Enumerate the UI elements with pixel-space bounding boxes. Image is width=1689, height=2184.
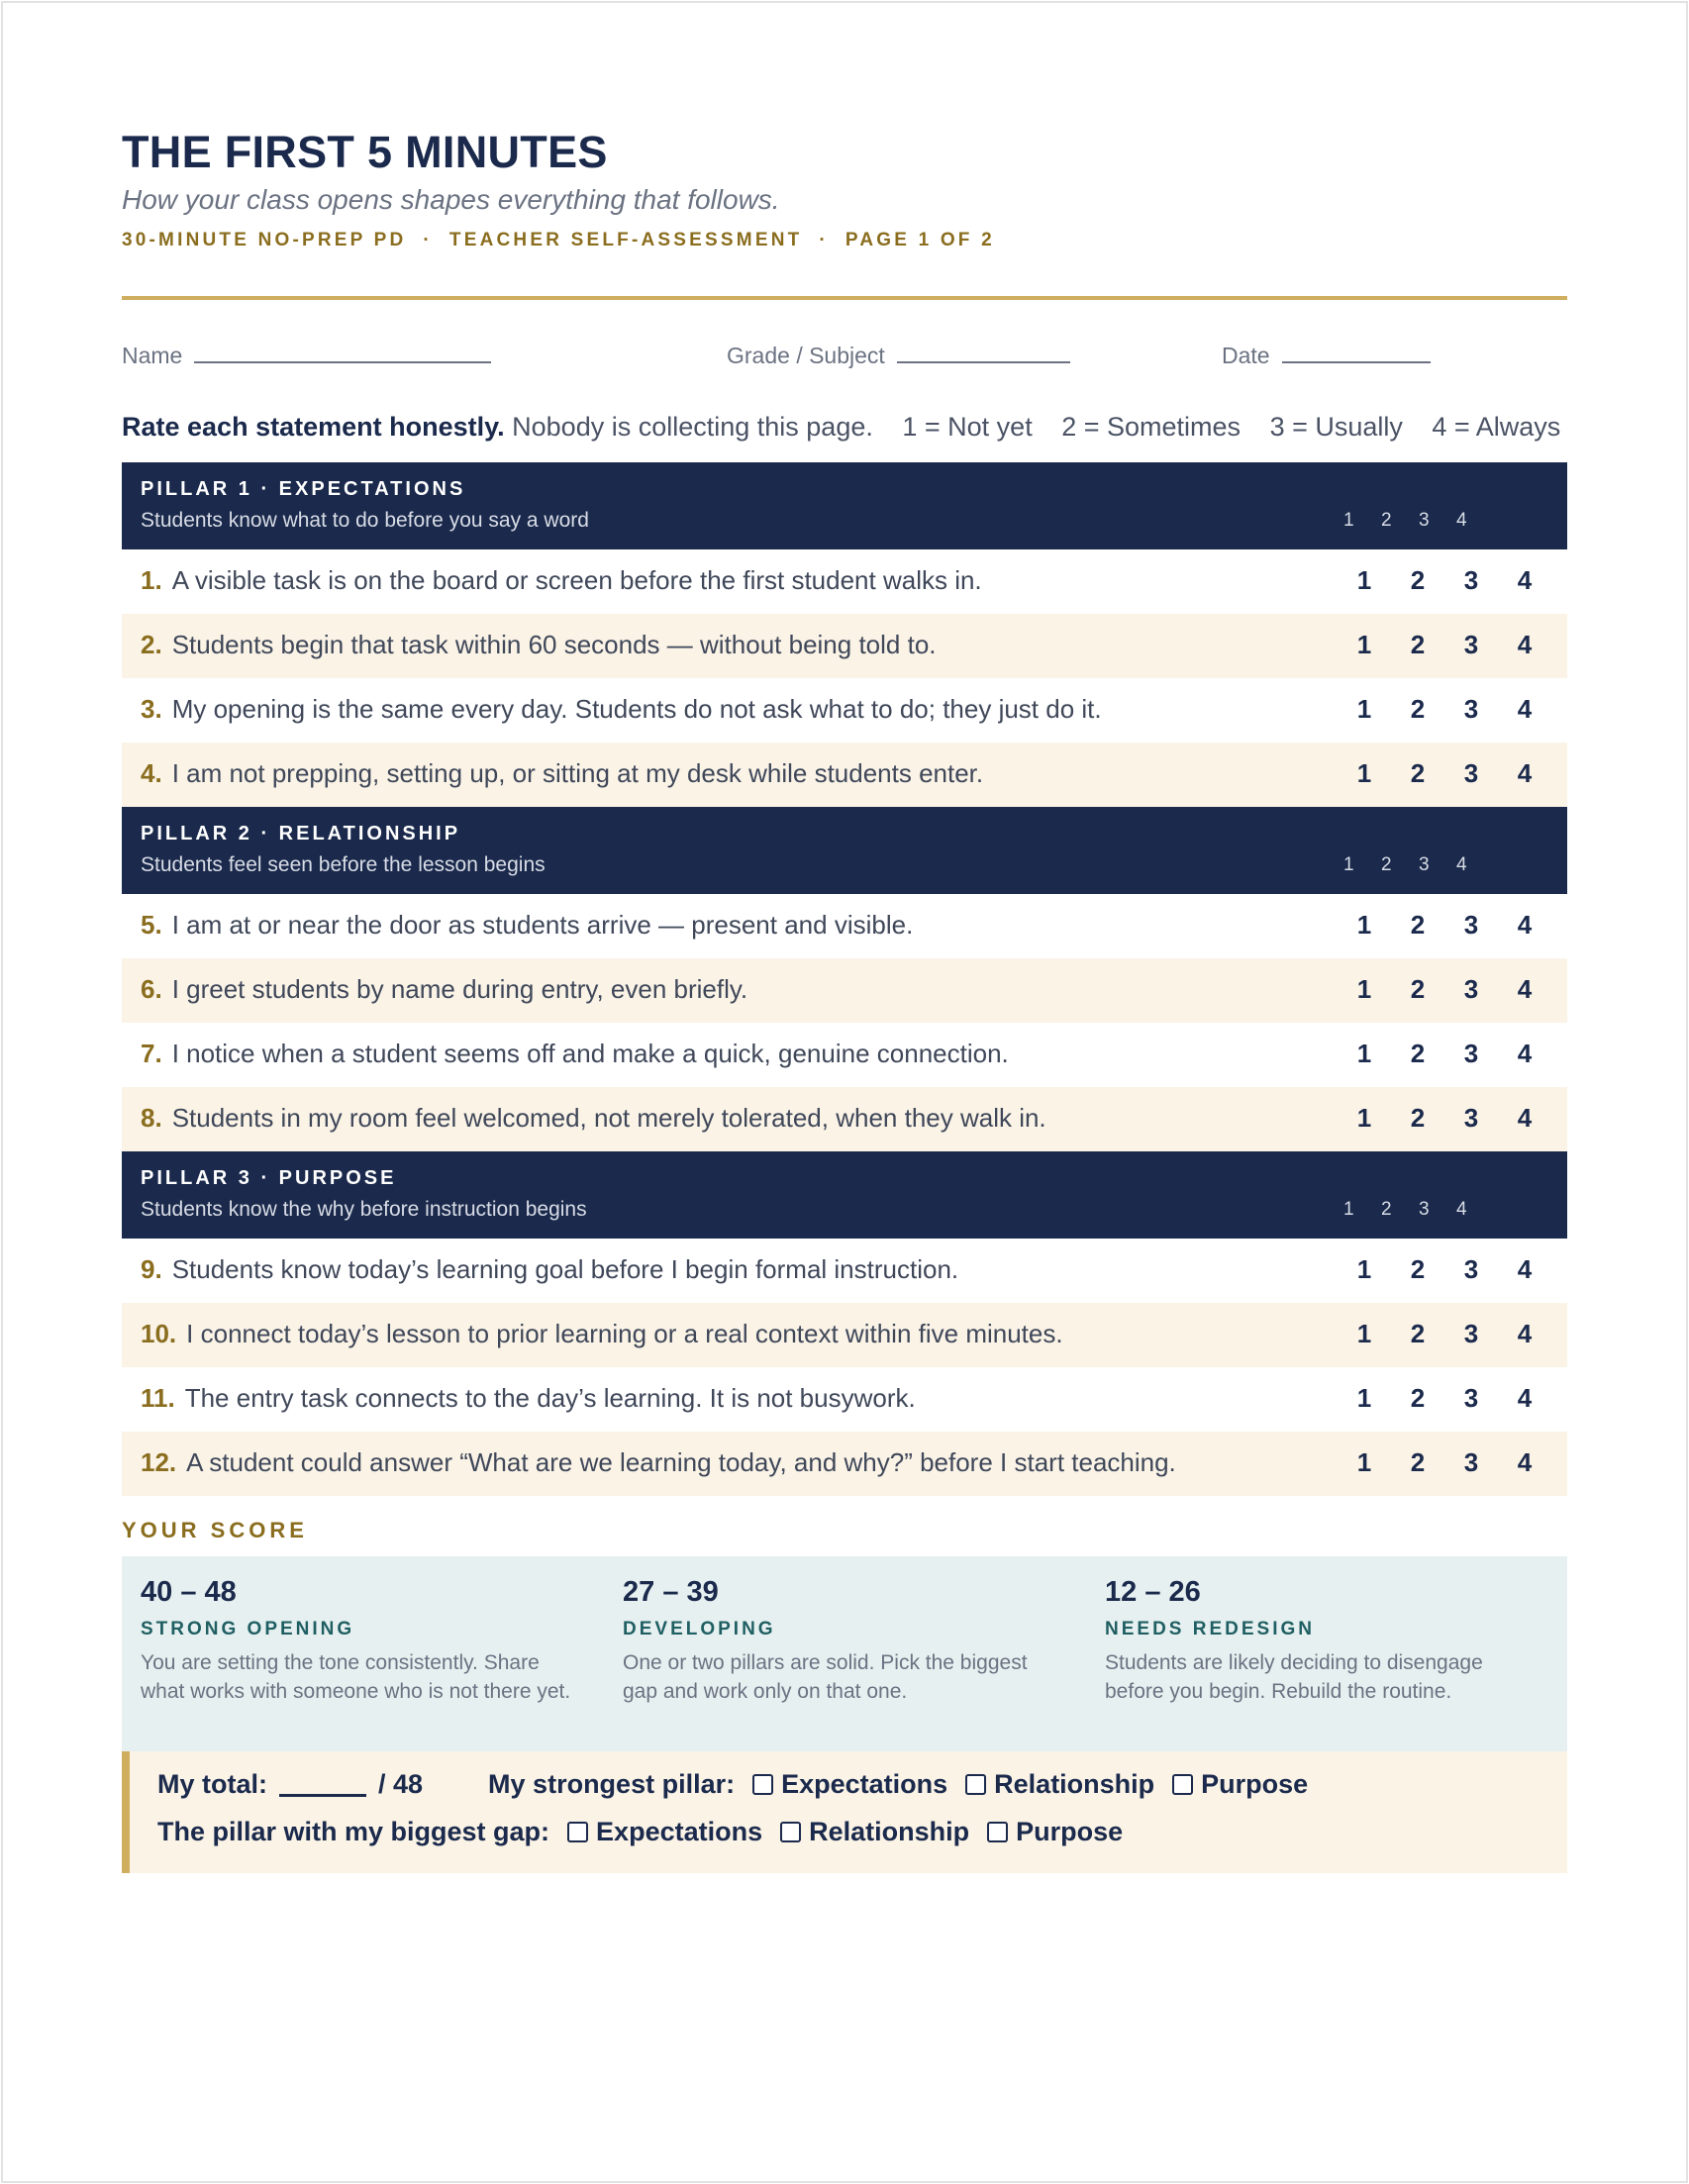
checkbox-icon <box>567 1822 588 1842</box>
statement-body: I greet students by name during entry, even briefly. <box>171 974 748 1004</box>
pillar-scale-heading: 3 <box>1419 1199 1430 1220</box>
statement-number: 4. <box>141 758 162 788</box>
band-description: Students are likely deciding to disengage before you begin. Rebuild the routine. <box>1105 1651 1483 1703</box>
rating-option-4[interactable]: 4 <box>1517 910 1533 940</box>
my-total-input[interactable] <box>279 1773 366 1797</box>
rating-option-2[interactable]: 2 <box>1410 565 1426 595</box>
statement-body: A student could answer “What are we learning today, and why?” before I start teaching. <box>186 1447 1176 1477</box>
pillar-subtitle: Students know what to do before you say a word <box>141 509 589 532</box>
rating-option-2[interactable]: 2 <box>1410 1103 1426 1133</box>
rating-option-1[interactable]: 1 <box>1356 1103 1372 1133</box>
total-out-of: / 48 <box>378 1769 424 1799</box>
checkbox-icon <box>987 1822 1008 1842</box>
statement-row <box>122 894 1567 958</box>
rating-option-4[interactable]: 4 <box>1517 565 1533 595</box>
statement-row <box>122 1087 1567 1151</box>
statement-number: 3. <box>141 694 162 724</box>
rating-option-2[interactable]: 2 <box>1410 694 1426 724</box>
header-divider <box>122 296 1567 300</box>
rating-option-2[interactable]: 2 <box>1410 974 1426 1004</box>
name-field-group <box>122 342 491 369</box>
statement-number: 2. <box>141 630 162 659</box>
grade-input-line[interactable] <box>897 342 1070 363</box>
rating-option-4[interactable]: 4 <box>1517 974 1533 1004</box>
total-line-1 <box>157 1769 1308 1800</box>
score-bands <box>122 1556 1567 1751</box>
statement-body: I am not prepping, setting up, or sitting at my desk while students enter. <box>171 758 984 788</box>
pillar-header <box>122 1151 1567 1239</box>
rating-option-4[interactable]: 4 <box>1517 1447 1533 1477</box>
name-input-line[interactable] <box>194 342 491 363</box>
statement-body: The entry task connects to the day’s learning. It is not busywork. <box>184 1383 916 1413</box>
statement-row <box>122 614 1567 678</box>
statement-number: 11. <box>141 1383 175 1413</box>
pillar-header <box>122 807 1567 894</box>
pillar-scale-heading: 4 <box>1456 510 1467 531</box>
score-band-developing <box>623 1576 1058 1706</box>
pillar-scale-heading: 1 <box>1343 1199 1354 1220</box>
statement-text <box>141 1039 1009 1069</box>
rating-option-1[interactable]: 1 <box>1356 1254 1372 1284</box>
rating-option-4[interactable]: 4 <box>1517 1383 1533 1413</box>
statement-body: I connect today’s lesson to prior learning or a real context within five minutes. <box>186 1319 1063 1348</box>
pillar-scale-heading: 4 <box>1456 854 1467 875</box>
rating-option-4[interactable]: 4 <box>1517 1039 1533 1068</box>
statement-row <box>122 1303 1567 1367</box>
statement-row <box>122 549 1567 614</box>
statement-number: 10. <box>141 1319 177 1348</box>
page-subtitle: How your class opens shapes everything that follows. <box>122 184 780 215</box>
statement-row <box>122 678 1567 743</box>
rating-option-1[interactable]: 1 <box>1356 694 1372 724</box>
rating-option-2[interactable]: 2 <box>1410 1039 1426 1068</box>
rating-option-3[interactable]: 3 <box>1463 910 1479 940</box>
pillar-scale-heading: 3 <box>1419 510 1430 531</box>
total-summary <box>122 1751 1567 1873</box>
band-range: 40 – 48 <box>141 1576 237 1608</box>
checkbox-icon <box>780 1822 801 1842</box>
statement-text <box>141 758 983 789</box>
checkbox-icon <box>965 1774 986 1795</box>
statement-text <box>141 1383 916 1414</box>
statement-number: 6. <box>141 974 162 1004</box>
rating-option-3[interactable]: 3 <box>1463 1039 1479 1068</box>
statement-row <box>122 743 1567 807</box>
scale-legend-1: 1 = Not yet <box>902 412 1033 442</box>
pillar-scale-heading: 4 <box>1456 1199 1467 1220</box>
scale-legend-4: 4 = Always <box>1432 412 1561 442</box>
gap-relationship-checkbox[interactable]: Relationship <box>780 1817 969 1847</box>
strongest-relationship-checkbox[interactable]: Relationship <box>965 1769 1154 1800</box>
rating-option-1[interactable]: 1 <box>1356 1039 1372 1068</box>
pillar-scale-heading: 2 <box>1381 854 1392 875</box>
statement-text <box>141 1447 1176 1478</box>
date-label: Date <box>1222 343 1270 368</box>
statement-row <box>122 1023 1567 1087</box>
instructions-text: Nobody is collecting this page. <box>512 412 873 442</box>
rating-option-3[interactable]: 3 <box>1463 974 1479 1004</box>
page-meta: 30-MINUTE NO-PREP PD · TEACHER SELF-ASSESSMENT · PAGE 1 OF 2 <box>122 230 995 250</box>
band-description: One or two pillars are solid. Pick the biggest gap and work only on that one. <box>623 1651 1028 1703</box>
name-label: Name <box>122 343 183 368</box>
grade-field-group <box>727 342 1070 369</box>
statement-body: Students begin that task within 60 seconds — without being told to. <box>171 630 937 659</box>
pillar-title: PILLAR 3 · PURPOSE <box>141 1167 397 1189</box>
scale-legend-3: 3 = Usually <box>1269 412 1403 442</box>
band-description: You are setting the tone consistently. Share what works with someone who is not there yet. <box>141 1651 571 1703</box>
rating-option-1[interactable]: 1 <box>1356 1447 1372 1477</box>
statement-text <box>141 974 747 1005</box>
my-total-label: My total: <box>157 1769 267 1799</box>
band-label: DEVELOPING <box>623 1619 776 1639</box>
rating-option-3[interactable]: 3 <box>1463 694 1479 724</box>
statement-text <box>141 910 913 941</box>
date-input-line[interactable] <box>1282 342 1431 363</box>
rating-option-4[interactable]: 4 <box>1517 1103 1533 1133</box>
statement-number: 5. <box>141 910 162 940</box>
pillar-scale-heading: 3 <box>1419 854 1430 875</box>
rating-option-3[interactable]: 3 <box>1463 565 1479 595</box>
statement-number: 7. <box>141 1039 162 1068</box>
checkbox-icon <box>1172 1774 1193 1795</box>
band-label: NEEDS REDESIGN <box>1105 1619 1315 1639</box>
rating-option-2[interactable]: 2 <box>1410 758 1426 788</box>
pillar-title: PILLAR 2 · RELATIONSHIP <box>141 823 461 844</box>
rating-option-4[interactable]: 4 <box>1517 630 1533 659</box>
statement-number: 8. <box>141 1103 162 1133</box>
statement-text <box>141 1103 1046 1134</box>
statement-body: I am at or near the door as students arrive — present and visible. <box>171 910 914 940</box>
rating-option-3[interactable]: 3 <box>1463 1447 1479 1477</box>
rating-option-3[interactable]: 3 <box>1463 1254 1479 1284</box>
statement-body: My opening is the same every day. Students do not ask what to do; they just do it. <box>171 694 1102 724</box>
scale-legend-2: 2 = Sometimes <box>1061 412 1242 442</box>
rating-option-2[interactable]: 2 <box>1410 910 1426 940</box>
pillar-scale-heading: 1 <box>1343 854 1354 875</box>
rating-option-1[interactable]: 1 <box>1356 974 1372 1004</box>
pillar-subtitle: Students know the why before instruction begins <box>141 1198 587 1221</box>
statement-number: 1. <box>141 565 162 595</box>
score-section-label: YOUR SCORE <box>122 1518 308 1542</box>
pillar-scale-heading: 2 <box>1381 510 1392 531</box>
assessment-table <box>122 462 1567 1496</box>
pillar-scale-heading: 1 <box>1343 510 1354 531</box>
statement-text <box>141 694 1102 725</box>
score-band-redesign <box>1105 1576 1540 1706</box>
strongest-purpose-checkbox[interactable]: Purpose <box>1172 1769 1308 1800</box>
statement-body: Students in my room feel welcomed, not merely tolerated, when they walk in. <box>171 1103 1046 1133</box>
rating-option-3[interactable]: 3 <box>1463 1103 1479 1133</box>
statement-number: 12. <box>141 1447 177 1477</box>
rating-option-2[interactable]: 2 <box>1410 1383 1426 1413</box>
instructions-lead: Rate each statement honestly. <box>122 412 505 442</box>
biggest-gap-label: The pillar with my biggest gap: <box>157 1817 550 1846</box>
statement-text <box>141 1254 958 1285</box>
rating-option-4[interactable]: 4 <box>1517 758 1533 788</box>
rating-instructions <box>122 412 1560 443</box>
strongest-expectations-checkbox[interactable]: Expectations <box>752 1769 947 1800</box>
pillar-header <box>122 462 1567 549</box>
rating-option-2[interactable]: 2 <box>1410 1254 1426 1284</box>
statement-text <box>141 565 982 596</box>
gap-expectations-checkbox[interactable]: Expectations <box>567 1817 762 1847</box>
statement-text <box>141 1319 1063 1349</box>
rating-option-2[interactable]: 2 <box>1410 630 1426 659</box>
rating-option-3[interactable]: 3 <box>1463 1319 1479 1348</box>
rating-option-1[interactable]: 1 <box>1356 630 1372 659</box>
rating-option-3[interactable]: 3 <box>1463 630 1479 659</box>
strongest-pillar-label: My strongest pillar: <box>488 1769 736 1799</box>
rating-option-1[interactable]: 1 <box>1356 910 1372 940</box>
band-range: 27 – 39 <box>623 1576 719 1608</box>
statement-body: I notice when a student seems off and make a quick, genuine connection. <box>171 1039 1009 1068</box>
rating-option-4[interactable]: 4 <box>1517 1254 1533 1284</box>
statement-body: Students know today’s learning goal before I begin formal instruction. <box>171 1254 959 1284</box>
rating-option-1[interactable]: 1 <box>1356 1319 1372 1348</box>
statement-number: 9. <box>141 1254 162 1284</box>
rating-option-3[interactable]: 3 <box>1463 1383 1479 1413</box>
rating-option-1[interactable]: 1 <box>1356 758 1372 788</box>
rating-option-1[interactable]: 1 <box>1356 565 1372 595</box>
gap-purpose-checkbox[interactable]: Purpose <box>987 1817 1123 1847</box>
grade-label: Grade / Subject <box>727 343 885 368</box>
statement-row <box>122 1432 1567 1496</box>
score-band-strong <box>141 1576 576 1706</box>
checkbox-icon <box>752 1774 773 1795</box>
pillar-subtitle: Students feel seen before the lesson begins <box>141 853 546 876</box>
band-label: STRONG OPENING <box>141 1619 355 1639</box>
date-field-group <box>1222 342 1431 369</box>
rating-option-2[interactable]: 2 <box>1410 1447 1426 1477</box>
rating-option-4[interactable]: 4 <box>1517 1319 1533 1348</box>
rating-option-1[interactable]: 1 <box>1356 1383 1372 1413</box>
band-range: 12 – 26 <box>1105 1576 1201 1608</box>
rating-option-2[interactable]: 2 <box>1410 1319 1426 1348</box>
statement-text <box>141 630 937 660</box>
statement-body: A visible task is on the board or screen before the first student walks in. <box>171 565 982 595</box>
statement-row <box>122 1367 1567 1432</box>
statement-row <box>122 1239 1567 1303</box>
pillar-title: PILLAR 1 · EXPECTATIONS <box>141 478 466 500</box>
rating-option-4[interactable]: 4 <box>1517 694 1533 724</box>
statement-row <box>122 958 1567 1023</box>
total-line-2 <box>157 1817 1123 1847</box>
page-title: THE FIRST 5 MINUTES <box>122 127 608 177</box>
rating-option-3[interactable]: 3 <box>1463 758 1479 788</box>
pillar-scale-heading: 2 <box>1381 1199 1392 1220</box>
